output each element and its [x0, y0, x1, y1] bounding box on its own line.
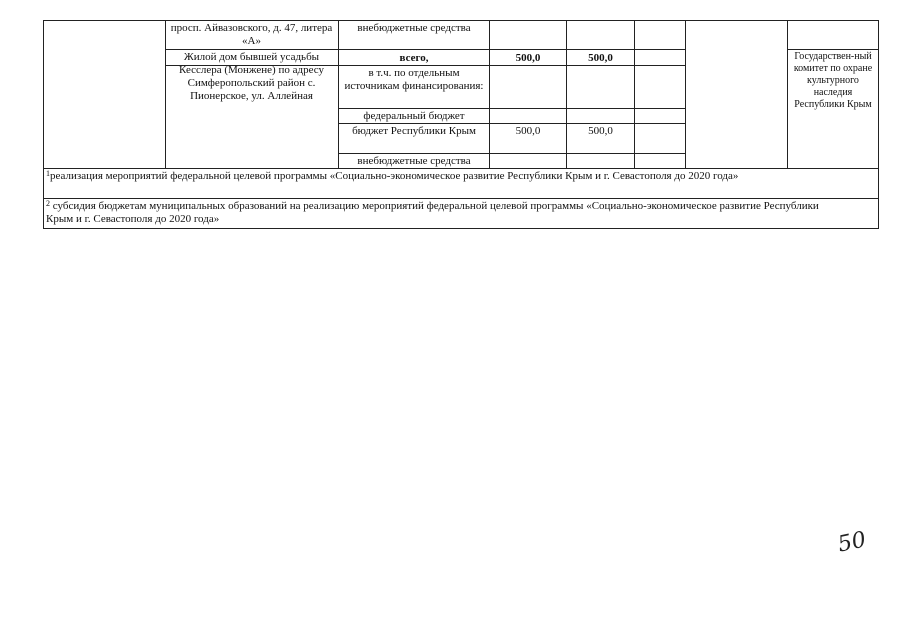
footnote-text: субсидия бюджетам муниципальных образований на реализацию мероприятий федеральной целевой программы «Социально-экономическое развитие Республики Крым и г. Севастополя до 2020 года» [46, 200, 819, 225]
table-row-divider [43, 168, 878, 169]
footnote-mark: 1 [46, 170, 50, 178]
page-number: 50 [835, 527, 869, 558]
table-col-divider [634, 20, 635, 168]
table-bottom-border [43, 228, 878, 229]
address-cell: просп. Айвазовского, д. 47, литера «А» [170, 22, 333, 47]
table-row-divider [43, 198, 878, 199]
table-right-border [878, 20, 879, 229]
table-col-divider [338, 20, 339, 168]
footnote-2 [46, 200, 846, 228]
funding-source-cell: бюджет Республики Крым [352, 125, 476, 137]
footnote-1 [46, 170, 876, 198]
table-col-divider [685, 20, 686, 168]
funding-source-cell: в т.ч. по отдельным источникам финансирования: [344, 67, 484, 92]
amount-cell: 500,0 [588, 125, 613, 137]
table-row-divider [787, 49, 878, 50]
amount-cell: 500,0 [515, 125, 541, 137]
table-top-border [43, 20, 878, 21]
funding-source-cell: внебюджетные средства [357, 22, 471, 34]
table-col-divider [489, 20, 490, 168]
amount-cell: 500,0 [588, 52, 613, 64]
table-row-divider [338, 153, 685, 154]
table-col-divider [566, 20, 567, 168]
footnote-mark: 2 [46, 200, 50, 208]
table-row-divider [338, 123, 685, 124]
table-row-divider [338, 108, 685, 109]
object-name-cell: Жилой дом бывшей усадьбы Кесслера (Монжене) по адресу Симферопольский район с. Пионерское, ул. Аллейная [179, 51, 324, 102]
footnote-text: реализация мероприятий федеральной целевой программы «Социально-экономическое развитие Республики Крым и г. Севастополя до 2020 года» [50, 170, 739, 182]
funding-source-cell: всего, [399, 52, 429, 64]
table-row-divider [165, 49, 685, 50]
funding-source-cell: федеральный бюджет [363, 110, 465, 122]
funding-source-cell: внебюджетные средства [357, 155, 471, 167]
table-col-divider [165, 20, 166, 168]
responsible-agency-cell: Государствен-ный комитет по охране культурного наследия Республики Крым [793, 51, 873, 110]
table-col-divider [787, 20, 788, 168]
amount-cell: 500,0 [515, 52, 541, 64]
table-left-border [43, 20, 44, 229]
